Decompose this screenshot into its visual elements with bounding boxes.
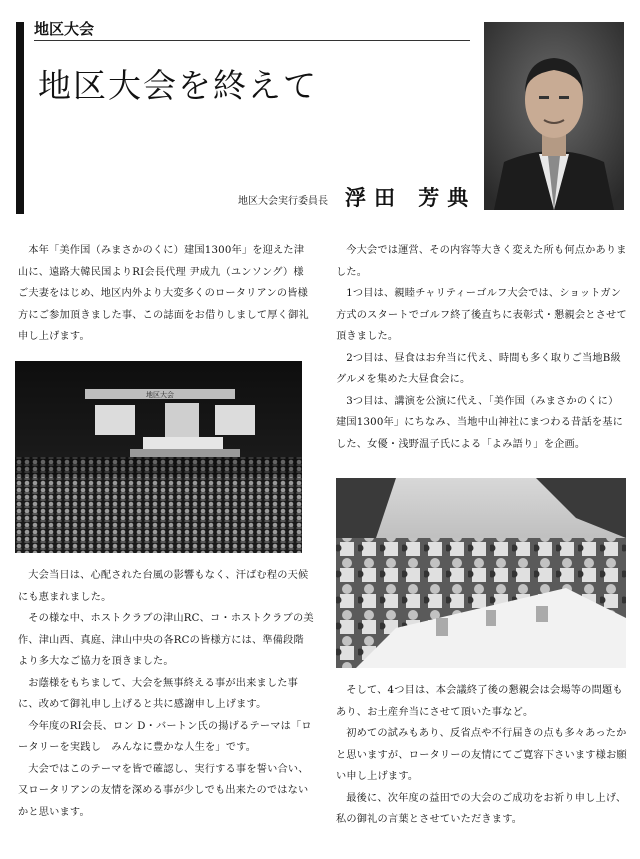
- author-portrait: [484, 22, 624, 210]
- paragraph: お蔭様をもちまして、大会を無事終える事が出来ました事に、改めて御礼申し上げると共に感謝申し上げます。: [18, 677, 299, 710]
- page-title: 地区大会を終えて: [38, 66, 318, 105]
- outdoor-lunch-photo: [336, 478, 626, 668]
- section-label: 地区大会: [34, 20, 95, 38]
- paragraph: そして、4つ目は、本会議終了後の懇親会は会場等の問題もあり、お土産弁当にさせて頂いた事など。: [336, 685, 623, 718]
- paragraph: 本年「美作国（みまさかのくに）建国1300年」を迎えた津山に、遠路大韓民国よりRI会長代理 尹成九（ユンソング）様ご夫妻をはじめ、地区内外より大変多くのロータリアンの皆様方にご参加頂きました事、この誌面をお借りしまして厚く御礼申し上げます。: [18, 245, 309, 342]
- article-column-left-top: [18, 240, 314, 348]
- hall-banner-text: 地区大会: [146, 391, 174, 399]
- article-column-right-bottom: [336, 680, 628, 831]
- paragraph: その様な中、ホストクラブの津山RC、コ・ホストクラブの美作、津山西、真庭、津山中央の各RCの皆様方には、準備段階より多大なご協力を頂きました。: [18, 613, 314, 667]
- author-name: 浮田 芳典: [345, 185, 477, 210]
- author-role: 地区大会実行委員長: [238, 196, 328, 207]
- paragraph: 今大会では運営、その内容等大きく変えた所も何点かありました。: [336, 245, 627, 278]
- paragraph: 大会当日は、心配された台風の影響もなく、汗ばむ程の天候にも恵まれました。: [18, 570, 309, 603]
- paragraph: 大会ではこのテーマを皆で確認し、実行する事を誓い合い、又ロータリアンの友情を深める事が少しでも出来たのではないかと思います。: [18, 763, 309, 818]
- paragraph: 初めての試みもあり、反省点や不行届きの点も多々あったかと思いますが、ロータリーの友情にてご寛容下さいます様お願い申し上げます。: [336, 728, 627, 782]
- convention-hall-photo: [15, 361, 302, 553]
- article-column-left-bottom: [18, 565, 314, 823]
- paragraph: 最後に、次年度の益田での大会のご成功をお祈り申し上げ、私の御礼の言葉とさせていただきます。: [336, 792, 627, 825]
- paragraph: 3つ目は、講演を公演に代え、「美作国（みまさかのくに）建国1300年」にちなみ、当地中山神社にまつわる昔話を基にした、女優・浅野温子氏による「よみ語り」を企画。: [336, 395, 624, 450]
- header-accent-bar: [16, 22, 24, 214]
- paragraph: 今年度のRI会長、ロン D・バートン氏の揚げるテーマは「ロータリーを実践し みんなに豊かな人生を」です。: [18, 720, 312, 753]
- header-divider: [34, 40, 470, 41]
- paragraph: 1つ目は、親睦チャリティーゴルフ大会では、ショットガン方式のスタートでゴルフ終了後直ちに表彰式・懇親会とさせて頂きました。: [336, 288, 627, 342]
- article-column-right-top: [336, 240, 628, 455]
- paragraph: 2つ目は、昼食はお弁当に代え、時間も多く取りご当地B級グルメを集めた大昼食会に。: [336, 352, 621, 385]
